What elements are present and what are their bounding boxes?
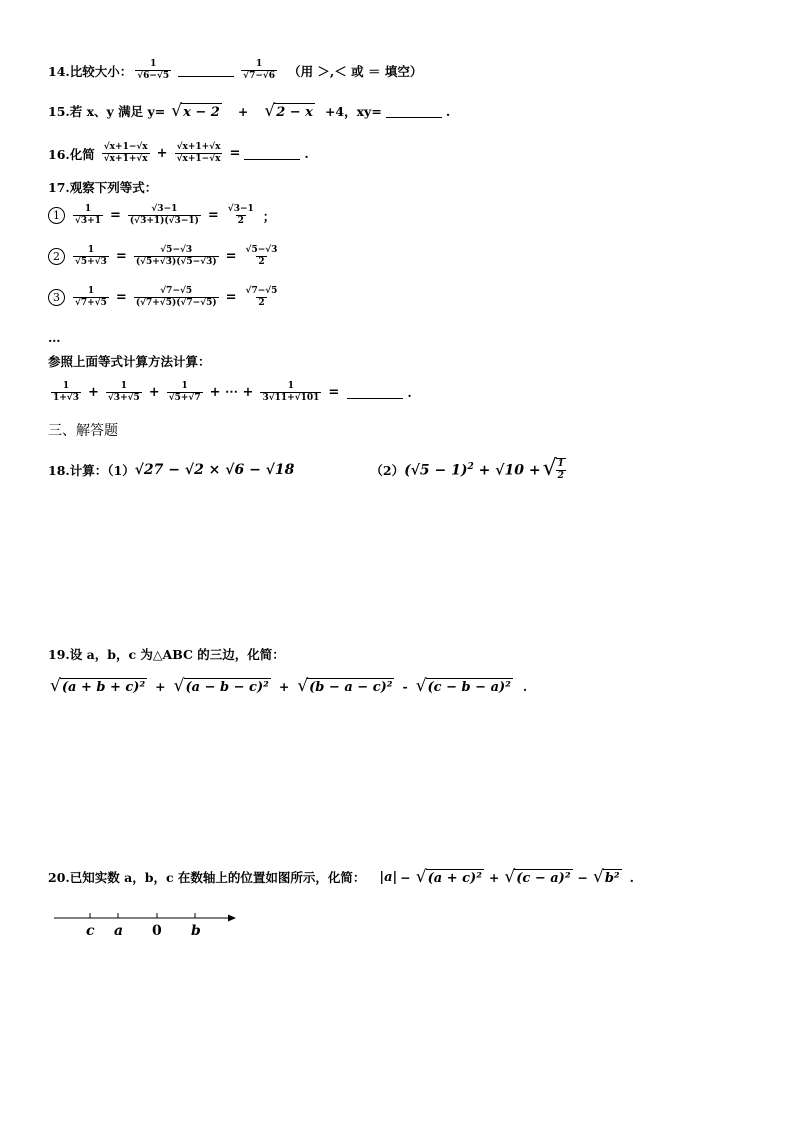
- q18-sqrt-half: √ $\frac{1}{2}$: [542, 456, 564, 482]
- q18-part-1: √27 − √2 × √6 − √18: [134, 461, 295, 478]
- q16-fraction-1: $\frac{√x+1-√x}{√x+1+√x}$: [103, 142, 148, 165]
- circled-number-1: 1: [48, 207, 65, 224]
- q14-answer-blank[interactable]: [178, 64, 234, 77]
- question-20: 20.已知实数 a，b，c 在数轴上的位置如图所示，化简： |a| − √ (a + c)² + √ (c − a)² − √ b² .: [48, 866, 634, 887]
- q18-label: 18.计算：（1）: [48, 462, 135, 478]
- number-line-diagram: [52, 908, 242, 944]
- circled-number-2: 2: [48, 248, 65, 265]
- q17-reference: 参照上面等式计算方法计算：: [48, 354, 211, 369]
- q14-fraction-1: $\frac{1}{√6-√5}$: [137, 59, 170, 82]
- question-19-label: 19.设 a，b，c 为△ABC 的三边，化简：: [48, 647, 285, 662]
- q16-answer-blank[interactable]: [244, 147, 300, 160]
- q18-label-2: （2）: [370, 462, 405, 478]
- q17-ellipsis: …: [48, 330, 61, 345]
- q15-answer-blank[interactable]: [386, 105, 442, 118]
- q17-row-2: 2 $\frac{1}{√5+√3}$ = $\frac{√5-√3}{(√5+√3)(√5-√3)}$ = $\frac{√5-√3}{2}$: [48, 246, 282, 268]
- q14-note: （用 ＞,＜ 或 ＝ 填空）: [288, 63, 423, 79]
- q15-prefix: 15.若 x、y 满足 y=: [48, 104, 166, 119]
- q16-fraction-2: $\frac{√x+1+√x}{√x+1-√x}$: [176, 142, 221, 165]
- q20-label: 20.已知实数 a，b，c 在数轴上的位置如图所示，化简：: [48, 870, 366, 885]
- question-15: 15.若 x、y 满足 y= √ x − 2 + √ 2 − x +4，xy= .: [48, 100, 451, 121]
- label-b: b: [191, 923, 201, 939]
- q18-part-2: $(√5 - 1)^2 + √10$ +: [404, 461, 541, 479]
- q17-row-1: 1 $\frac{1}{√3+1}$ = $\frac{√3-1}{(√3+1)(√3-1)}$ = $\frac{√3-1}{2}$ ；: [48, 205, 275, 227]
- q17-row-3: 3 $\frac{1}{√7+√5}$ = $\frac{√7-√5}{(√7+√5)(√7-√5)}$ = $\frac{√7-√5}{2}$: [48, 287, 282, 309]
- circled-number-3: 3: [48, 289, 65, 306]
- question-18: [48, 458, 568, 482]
- question-16: 16.化简 $\frac{√x+1-√x}{√x+1+√x}$ + $\frac{√x+1+√x}{√x+1-√x}$ = .: [48, 142, 309, 165]
- q15-radical-2: √ 2 − x: [264, 100, 313, 121]
- q16-label: 16.化简: [48, 146, 95, 162]
- label-c: c: [86, 923, 95, 939]
- q14-label: 14.比较大小：: [48, 63, 133, 79]
- q15-radical-1: √ x − 2: [171, 100, 220, 121]
- question-14: [48, 60, 422, 82]
- q14-fraction-2: $\frac{1}{√7-√6}$: [243, 59, 276, 82]
- q15-tail: +4，xy=: [324, 104, 382, 119]
- q17-sum-expression: $\frac{1}{1+√3}$ + $\frac{1}{√3+√5}$ + $\frac{1}{√5+√7}$ + ⋯ + $\frac{1}{3√11+√101}$ = .: [53, 381, 412, 404]
- question-17-label: 17.观察下列等式：: [48, 180, 158, 195]
- section-3-heading: 三、解答题: [48, 423, 118, 439]
- q19-expression: √ (a + b + c)² + √ (a − b − c)² + √ (b − a − c)² - √ (c − b − a)² .: [50, 676, 528, 696]
- label-zero: 0: [152, 923, 162, 939]
- label-a: a: [114, 923, 124, 939]
- q17-answer-blank[interactable]: [347, 386, 403, 399]
- q15-plus: +: [237, 103, 249, 119]
- axis-arrow-icon: [228, 915, 236, 922]
